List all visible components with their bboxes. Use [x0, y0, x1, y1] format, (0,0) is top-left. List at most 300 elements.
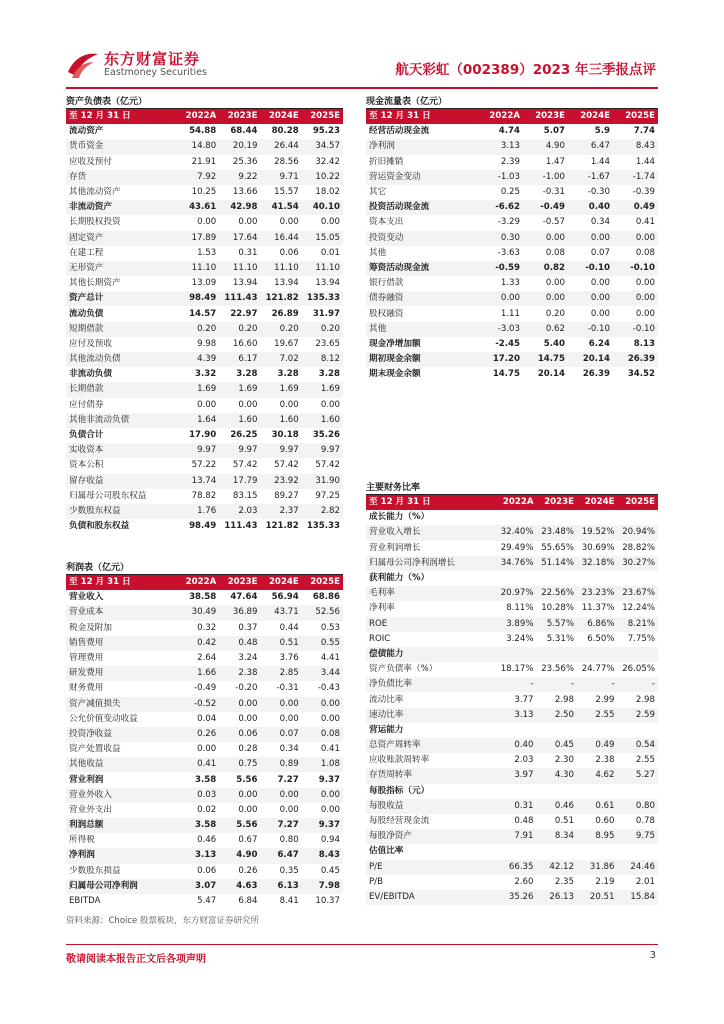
row-label: P/B — [369, 876, 383, 887]
cell-value: -0.31 — [276, 683, 299, 694]
row-label: 其他流动负债 — [66, 352, 178, 367]
cell-value: 0.00 — [238, 804, 258, 815]
cell-value: 4.90 — [523, 139, 568, 154]
cell-value: -1.74 — [613, 170, 658, 185]
header-year: 2022A — [178, 575, 219, 590]
cell-value: 0.89 — [261, 757, 302, 772]
row-label: 存货周转率 — [366, 768, 496, 783]
table-row — [66, 231, 343, 246]
cell-value — [618, 647, 659, 662]
cell-value: 26.44 — [261, 139, 302, 154]
row-label: 研发费用 — [66, 666, 178, 681]
cell-value: 0.34 — [279, 744, 299, 755]
row-label: 毛利率 — [366, 586, 496, 601]
cell-value — [537, 784, 578, 799]
data-source-note: 资料来源：Choice 股票板块，东方财富证券研究所 — [66, 916, 259, 926]
table-row — [366, 753, 658, 768]
cell-value: 0.00 — [320, 399, 340, 410]
row-label: 管理费用 — [69, 653, 104, 664]
cell-value: 3.58 — [195, 774, 217, 785]
cell-value: 20.19 — [219, 139, 260, 154]
cell-value: 0.08 — [635, 247, 655, 258]
income-table — [66, 575, 343, 909]
cell-value — [577, 571, 618, 586]
cell-value: -0.49 — [523, 200, 568, 215]
table-row — [66, 398, 343, 413]
table-row — [66, 742, 343, 757]
row-label: 归属母公司股东权益 — [69, 490, 147, 501]
table-row — [66, 352, 343, 367]
cell-value: 7.75% — [627, 633, 655, 644]
cell-value: 0.00 — [613, 231, 658, 246]
cell-value: 0.62 — [523, 322, 568, 337]
cell-value: 98.49 — [189, 521, 217, 532]
table-row — [66, 428, 343, 443]
cell-value: 13.94 — [274, 278, 299, 289]
cell-value: 3.28 — [277, 369, 299, 380]
cell-value: 0.42 — [178, 636, 219, 651]
cell-value: 2.59 — [618, 708, 659, 723]
cell-value: 0.20 — [261, 322, 302, 337]
table-row — [66, 261, 343, 276]
cell-value: 5.9 — [594, 126, 610, 137]
cell-value: 0.06 — [197, 865, 217, 876]
table-row — [366, 215, 658, 230]
header-year: 2022A — [178, 109, 219, 124]
row-label: 应收账款周转率 — [369, 755, 430, 766]
cell-value: 2.01 — [635, 876, 655, 887]
row-label: 流动比率 — [369, 694, 404, 705]
cell-value: 0.00 — [478, 291, 523, 306]
table-row — [66, 246, 343, 261]
row-label: 每股净资产 — [366, 829, 496, 844]
header-period-label: 至 12 月 31 日 — [366, 495, 496, 510]
cell-value: 0.48 — [219, 636, 260, 651]
table-row — [66, 879, 343, 894]
cell-value: 2.60 — [514, 876, 534, 887]
cell-value: 38.58 — [189, 592, 217, 603]
page-number: 3 — [649, 950, 656, 961]
table-row — [366, 291, 658, 306]
cell-value: 0.06 — [219, 727, 260, 742]
cell-value: 2.19 — [595, 876, 615, 887]
row-label: 长期借款 — [66, 382, 178, 397]
row-label: 归属母公司净利润 — [66, 879, 178, 894]
balance-sheet-table — [66, 109, 343, 534]
table-row — [66, 848, 343, 863]
cell-value: 1.33 — [500, 278, 520, 289]
cell-value: -0.10 — [568, 322, 613, 337]
cell-value: 18.02 — [315, 187, 340, 198]
cell-value: 2.85 — [261, 666, 302, 681]
row-label: 短期借款 — [66, 322, 178, 337]
cell-value — [618, 784, 659, 799]
cell-value: 2.82 — [302, 504, 343, 519]
cell-value: 16.60 — [232, 338, 258, 349]
cell-value: 0.45 — [537, 738, 578, 753]
cell-value — [496, 723, 537, 738]
cell-value: 30.18 — [271, 430, 299, 441]
header-year: 2022A — [478, 109, 523, 124]
row-label: 实收资本 — [66, 443, 178, 458]
header-year: 2024E — [261, 109, 302, 124]
cell-value: 0.53 — [320, 622, 340, 633]
cell-value: -1.03 — [478, 170, 523, 185]
header-year: 2025E — [618, 495, 659, 510]
table-row — [66, 474, 343, 489]
cell-value: 4.39 — [178, 352, 219, 367]
cell-value: 1.60 — [261, 413, 302, 428]
cell-value: 8.43 — [613, 139, 658, 154]
table-row — [66, 894, 343, 909]
row-label: 流动资产 — [69, 126, 104, 137]
row-label: 其它 — [369, 187, 387, 198]
cell-value — [537, 844, 578, 859]
header-year: 2025E — [302, 109, 343, 124]
table-row — [366, 155, 658, 170]
cell-value: 13.94 — [315, 278, 340, 289]
cell-value: 28.82% — [622, 542, 655, 553]
cell-value: 0.82 — [523, 261, 568, 276]
cell-value — [618, 571, 659, 586]
cell-value: 0.30 — [478, 231, 523, 246]
ratios-title: 主要财务比率 — [366, 483, 421, 493]
cell-value: 6.86% — [577, 617, 618, 632]
cell-value: - — [496, 677, 537, 692]
row-label: 其他长期资产 — [69, 278, 121, 289]
row-label: 负债合计 — [69, 430, 104, 441]
cell-value: 32.18% — [577, 556, 618, 571]
table-row — [366, 586, 658, 601]
table-row — [66, 697, 343, 712]
cell-value: 11.10 — [261, 261, 302, 276]
table-row — [366, 525, 658, 540]
ratios-table — [366, 495, 658, 905]
row-label: 税金及附加 — [69, 622, 112, 633]
cell-value: 0.00 — [261, 788, 302, 803]
header-year: 2023E — [523, 109, 568, 124]
cell-value: -0.59 — [478, 261, 523, 276]
cell-value: 31.97 — [312, 308, 340, 319]
cell-value: 2.98 — [554, 694, 574, 705]
row-label: 流动负债 — [69, 308, 104, 319]
table-header-row — [66, 575, 343, 590]
cell-value: 0.00 — [590, 308, 610, 319]
cell-value: 1.66 — [178, 666, 219, 681]
cell-value: 28.56 — [274, 156, 299, 167]
row-label: 货币资金 — [66, 139, 178, 154]
table-row — [366, 814, 658, 829]
row-label: 应收及预付 — [69, 156, 112, 167]
row-label: 固定资产 — [66, 231, 178, 246]
cell-value: 1.08 — [302, 757, 343, 772]
cell-value: 0.34 — [590, 217, 610, 228]
cell-value: 0.07 — [590, 247, 610, 258]
cell-value: 6.13 — [261, 879, 302, 894]
cell-value: 5.57% — [537, 617, 578, 632]
cell-value: 68.86 — [312, 592, 340, 603]
table-row — [66, 712, 343, 727]
table-row — [366, 170, 658, 185]
header-year: 2025E — [613, 109, 658, 124]
row-label: 其他 — [366, 322, 478, 337]
cell-value: 0.00 — [302, 788, 343, 803]
cell-value: 11.37% — [581, 603, 615, 614]
row-label: 投资活动现金流 — [366, 200, 478, 215]
table-row — [66, 757, 343, 772]
cell-value: 1.53 — [197, 247, 217, 258]
table-row — [66, 322, 343, 337]
row-label: EBITDA — [69, 896, 101, 907]
table-row — [366, 556, 658, 571]
row-label: 归属母公司净利润增长 — [366, 556, 496, 571]
table-row — [366, 738, 658, 753]
logo-en-text: Eastmoney Securities — [104, 67, 207, 78]
cell-value: 7.91 — [496, 829, 537, 844]
cell-value: 26.39 — [582, 369, 610, 380]
table-row — [366, 124, 658, 139]
cell-value: 0.40 — [568, 200, 613, 215]
cell-value: -0.43 — [317, 683, 340, 694]
table-row — [66, 803, 343, 818]
cell-value — [496, 510, 537, 525]
cell-value: -2.45 — [495, 338, 520, 349]
table-row — [366, 860, 658, 875]
table-row — [366, 541, 658, 556]
row-label: 每股收益 — [366, 799, 496, 814]
cell-value: -0.20 — [235, 683, 258, 694]
table-row — [66, 504, 343, 519]
cell-value: 0.00 — [279, 804, 299, 815]
cell-value: 11.10 — [178, 261, 219, 276]
table-row — [366, 677, 658, 692]
cell-value: 57.22 — [191, 460, 217, 471]
table-row — [366, 692, 658, 707]
cell-value: 0.00 — [568, 231, 613, 246]
cell-value: 0.20 — [302, 322, 343, 337]
row-label: 营业外支出 — [69, 804, 112, 815]
cell-value — [577, 844, 618, 859]
cell-value: 21.91 — [191, 156, 217, 167]
table-row — [366, 276, 658, 291]
cell-value: 135.33 — [306, 521, 340, 532]
table-row — [66, 306, 343, 321]
cell-value: 2.99 — [595, 694, 615, 705]
row-label: 少数股东损益 — [69, 865, 121, 876]
cell-value: 1.64 — [178, 413, 219, 428]
table-row — [366, 632, 658, 647]
cell-value: 5.31% — [546, 633, 574, 644]
table-row — [366, 306, 658, 321]
row-label: 投资变动 — [366, 231, 478, 246]
cell-value: 10.37 — [315, 896, 340, 907]
table-header-row — [66, 109, 343, 124]
table-row — [366, 246, 658, 261]
row-label: 非流动负债 — [69, 369, 112, 380]
row-label: 长期股权投资 — [69, 217, 121, 228]
cell-value: 24.46 — [618, 860, 659, 875]
cell-value: 0.20 — [178, 322, 219, 337]
table-row — [366, 662, 658, 677]
cell-value: -1.00 — [523, 170, 568, 185]
cell-value: 7.74 — [633, 126, 655, 137]
cell-value: 18.17% — [500, 664, 534, 675]
cell-value: -0.10 — [568, 261, 613, 276]
cell-value: 42.12 — [537, 860, 578, 875]
row-label: 存货 — [66, 170, 178, 185]
cell-value: - — [537, 677, 578, 692]
row-label: EV/EBITDA — [366, 890, 496, 905]
cell-value: 51.14% — [537, 556, 578, 571]
row-label: 应付债券 — [69, 399, 104, 410]
cell-value: 83.15 — [232, 490, 258, 501]
row-label: 净负债比率 — [366, 677, 496, 692]
row-label: 应付及预收 — [69, 338, 112, 349]
table-row — [366, 261, 658, 276]
table-row — [66, 443, 343, 458]
table-row — [366, 322, 658, 337]
table-row — [66, 651, 343, 666]
row-label: 股权融资 — [369, 308, 404, 319]
table-row — [366, 337, 658, 352]
cell-value: 15.57 — [274, 187, 299, 198]
header-year: 2022A — [496, 495, 537, 510]
cell-value: 3.24% — [506, 633, 534, 644]
row-label: 其他收益 — [66, 757, 178, 772]
header-year: 2024E — [568, 109, 613, 124]
cell-value: 13.74 — [178, 474, 219, 489]
cell-value: - — [577, 677, 618, 692]
cell-value: 0.00 — [219, 697, 260, 712]
cell-value: 8.95 — [577, 829, 618, 844]
cell-value: 0.49 — [577, 738, 618, 753]
cell-value: 0.08 — [545, 247, 565, 258]
cell-value: 4.63 — [219, 879, 260, 894]
cell-value: 0.45 — [320, 865, 340, 876]
cell-value: 9.75 — [618, 829, 659, 844]
cell-value: 1.44 — [635, 156, 655, 167]
cell-value: 0.67 — [238, 835, 258, 846]
row-label: 资产总计 — [66, 291, 178, 306]
cell-value — [618, 723, 659, 738]
cell-value: 7.27 — [277, 774, 299, 785]
cell-value: 0.48 — [514, 816, 534, 827]
row-label: 净利润 — [366, 139, 478, 154]
cell-value: 0.46 — [197, 835, 217, 846]
table-row — [66, 666, 343, 681]
table-row — [66, 818, 343, 833]
cell-value: 0.25 — [500, 187, 520, 198]
cell-value: 4.62 — [577, 768, 618, 783]
cell-value: 2.03 — [514, 755, 534, 766]
cell-value: 3.13 — [496, 708, 537, 723]
cell-value: 2.64 — [197, 653, 217, 664]
table-header-row — [366, 495, 658, 510]
cell-value: 20.14 — [537, 369, 565, 380]
cell-value: 23.56% — [541, 664, 574, 675]
row-label: 其他流动资产 — [69, 187, 121, 198]
cell-value: 4.30 — [537, 768, 578, 783]
cell-value: 13.66 — [232, 187, 258, 198]
cell-value: 31.86 — [577, 860, 618, 875]
logo-cn-text: 东方财富证券 — [104, 50, 201, 68]
cell-value — [537, 510, 578, 525]
header-year: 2024E — [577, 495, 618, 510]
cell-value: 3.76 — [279, 653, 299, 664]
cell-value: 20.51 — [577, 890, 618, 905]
cell-value — [618, 510, 659, 525]
cell-value: 34.57 — [302, 139, 343, 154]
row-label: 资本支出 — [369, 217, 404, 228]
table-row — [66, 124, 343, 139]
row-label: 期初现金余额 — [366, 352, 478, 367]
cell-value: 0.00 — [279, 217, 299, 228]
table-row — [366, 829, 658, 844]
cell-value: 0.41 — [320, 744, 340, 755]
cell-value: 3.07 — [178, 879, 219, 894]
cell-value: 25.36 — [232, 156, 258, 167]
cell-value: 24.77% — [581, 664, 615, 675]
cell-value: 0.08 — [302, 727, 343, 742]
cell-value: 1.69 — [219, 382, 260, 397]
cell-value: 2.38 — [219, 666, 260, 681]
cell-value: 23.92 — [261, 474, 302, 489]
cell-value: 20.94% — [618, 525, 659, 540]
cash-flow-title: 现金流量表（亿元） — [366, 97, 448, 107]
cell-value: 17.64 — [219, 231, 260, 246]
table-row — [366, 367, 658, 382]
cell-value: 7.92 — [178, 170, 219, 185]
cell-value: 8.13 — [633, 338, 655, 349]
cell-value: 0.00 — [279, 399, 299, 410]
income-title: 利润表（亿元） — [66, 563, 130, 573]
cell-value: 135.33 — [302, 291, 343, 306]
company-logo — [66, 50, 207, 80]
cell-value: 57.42 — [315, 460, 340, 471]
table-row — [66, 185, 343, 200]
table-row — [66, 636, 343, 651]
cell-value: 9.37 — [318, 774, 340, 785]
cell-value — [537, 571, 578, 586]
row-label: 公允价值变动收益 — [69, 713, 138, 724]
cell-value — [496, 784, 537, 799]
cell-value: 66.35 — [496, 860, 537, 875]
table-row — [66, 621, 343, 636]
cell-value: 17.90 — [189, 430, 217, 441]
cell-value: 31.90 — [302, 474, 343, 489]
cell-value: 0.00 — [523, 291, 568, 306]
cell-value: -0.10 — [613, 261, 658, 276]
cell-value — [496, 647, 537, 662]
cell-value: 22.97 — [230, 308, 258, 319]
table-row — [366, 571, 658, 586]
row-label: 资产处置收益 — [69, 744, 121, 755]
cell-value: 6.50% — [587, 633, 615, 644]
cell-value: 2.38 — [595, 755, 615, 766]
cell-value — [577, 723, 618, 738]
cell-value: 13.94 — [232, 278, 258, 289]
row-label: 经营活动现金流 — [369, 126, 430, 137]
table-row — [366, 844, 658, 859]
cell-value: 9.37 — [302, 818, 343, 833]
cell-value: 20.97% — [496, 586, 537, 601]
cell-value: 0.00 — [613, 291, 658, 306]
cell-value: 0.54 — [618, 738, 659, 753]
cell-value: 9.97 — [219, 443, 260, 458]
row-label: P/E — [366, 860, 496, 875]
cell-value: 6.47 — [568, 139, 613, 154]
table-row — [66, 727, 343, 742]
